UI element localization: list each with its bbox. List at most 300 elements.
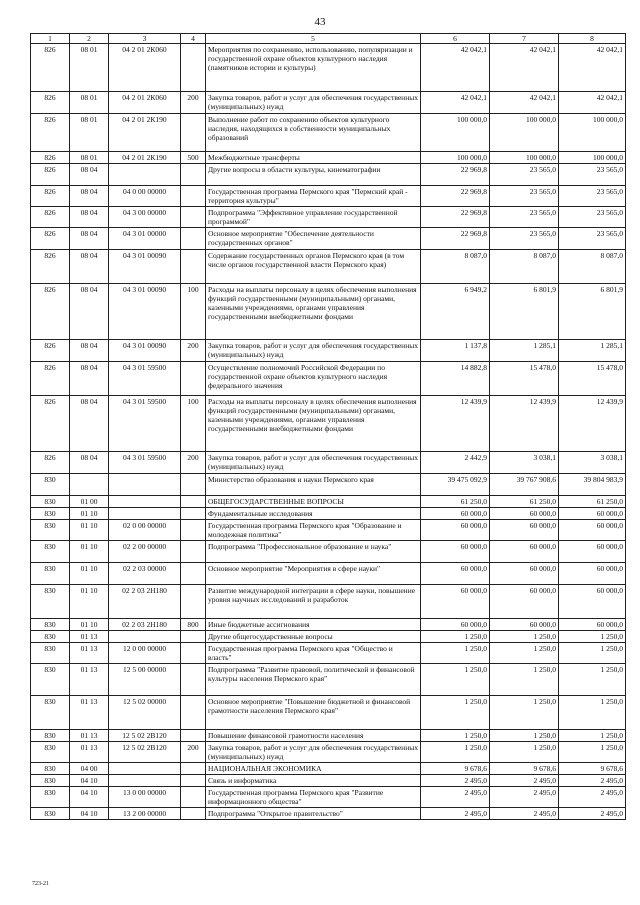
cell-target-article: 04 2 01 2К060 <box>109 92 181 114</box>
cell-amount-year-1: 14 882,8 <box>421 362 490 396</box>
page-number: 43 <box>314 16 326 28</box>
cell-amount-year-3: 12 439,9 <box>559 396 626 452</box>
cell-amount-year-3: 2 495,0 <box>559 787 626 808</box>
cell-section: 04 10 <box>70 808 109 820</box>
cell-admin-code: 830 <box>31 619 70 631</box>
cell-amount-year-2: 39 767 908,6 <box>490 474 559 496</box>
cell-amount-year-1: 22 969,8 <box>421 228 490 250</box>
cell-expense-type <box>181 563 206 585</box>
cell-amount-year-1: 1 137,8 <box>421 340 490 362</box>
cell-expense-type <box>181 631 206 643</box>
cell-item-name: Государственная программа Пермского края "Пермский край - территория культуры" <box>206 186 421 207</box>
cell-amount-year-3: 9 678,6 <box>559 763 626 775</box>
header-cell-1: 1 <box>31 34 70 44</box>
cell-section: 08 04 <box>70 250 109 284</box>
cell-admin-code: 830 <box>31 730 70 742</box>
cell-amount-year-1: 8 087,0 <box>421 250 490 284</box>
cell-amount-year-2: 15 478,0 <box>490 362 559 396</box>
cell-section: 08 04 <box>70 396 109 452</box>
cell-target-article: 04 3 01 00090 <box>109 340 181 362</box>
cell-expense-type <box>181 541 206 563</box>
cell-amount-year-3: 61 250,0 <box>559 496 626 508</box>
cell-target-article: 04 3 01 00000 <box>109 228 181 250</box>
cell-item-name: Иные бюджетные ассигнования <box>206 619 421 631</box>
cell-expense-type <box>181 775 206 787</box>
cell-item-name: Подпрограмма "Эффективное управление государственной программой" <box>206 207 421 228</box>
cell-expense-type: 500 <box>181 152 206 164</box>
cell-amount-year-2: 60 000,0 <box>490 508 559 520</box>
cell-amount-year-2: 1 250,0 <box>490 730 559 742</box>
cell-item-name: Государственная программа Пермского края "Общество и власть" <box>206 643 421 664</box>
cell-amount-year-1: 42 042,1 <box>421 44 490 92</box>
table-row <box>31 775 626 787</box>
cell-admin-code: 826 <box>31 396 70 452</box>
table-row <box>31 730 626 742</box>
cell-expense-type <box>181 496 206 508</box>
cell-target-article: 04 3 01 00090 <box>109 250 181 284</box>
cell-amount-year-2: 8 087,0 <box>490 250 559 284</box>
cell-amount-year-2: 1 250,0 <box>490 696 559 730</box>
cell-amount-year-1: 1 250,0 <box>421 742 490 763</box>
cell-amount-year-3: 1 250,0 <box>559 696 626 730</box>
cell-section: 01 13 <box>70 730 109 742</box>
table-header-row <box>31 34 626 44</box>
cell-amount-year-3: 1 250,0 <box>559 730 626 742</box>
cell-item-name: Основное мероприятие "Обеспечение деятельности государственных органов" <box>206 228 421 250</box>
cell-item-name: Повышение финансовой грамотности населения <box>206 730 421 742</box>
cell-admin-code: 830 <box>31 585 70 619</box>
cell-amount-year-1: 2 495,0 <box>421 775 490 787</box>
table-row <box>31 284 626 340</box>
cell-section: 04 00 <box>70 763 109 775</box>
cell-section: 01 10 <box>70 585 109 619</box>
table-row <box>31 496 626 508</box>
cell-admin-code: 826 <box>31 44 70 92</box>
cell-amount-year-1: 22 969,8 <box>421 207 490 228</box>
cell-section <box>70 474 109 496</box>
cell-section: 01 10 <box>70 541 109 563</box>
cell-section: 08 04 <box>70 207 109 228</box>
cell-item-name: Мероприятия по сохранению, использованию, популяризации и государственной охране объектов культурного наследия (памятников истории и культуры) <box>206 44 421 92</box>
table-row <box>31 808 626 820</box>
table-row <box>31 152 626 164</box>
cell-target-article <box>109 496 181 508</box>
cell-item-name: Расходы на выплаты персоналу в целях обеспечения выполнения функций государственными (муниципальными) органами, казенными учреждениями, органами управления государственными внебюджетными фондами <box>206 284 421 340</box>
cell-target-article: 12 5 02 2В120 <box>109 742 181 763</box>
table-row <box>31 396 626 452</box>
table-row <box>31 207 626 228</box>
cell-amount-year-1: 60 000,0 <box>421 508 490 520</box>
cell-item-name: Межбюджетные трансферты <box>206 152 421 164</box>
cell-item-name: Министерство образования и науки Пермского края <box>206 474 421 496</box>
cell-admin-code: 830 <box>31 474 70 496</box>
cell-expense-type <box>181 207 206 228</box>
table-row <box>31 92 626 114</box>
cell-target-article: 02 0 00 00000 <box>109 520 181 541</box>
cell-amount-year-1: 1 250,0 <box>421 696 490 730</box>
cell-amount-year-3: 3 038,1 <box>559 452 626 474</box>
cell-section: 01 10 <box>70 508 109 520</box>
cell-expense-type: 200 <box>181 452 206 474</box>
cell-amount-year-3: 15 478,0 <box>559 362 626 396</box>
cell-amount-year-1: 60 000,0 <box>421 520 490 541</box>
cell-amount-year-1: 22 969,8 <box>421 186 490 207</box>
cell-item-name: Расходы на выплаты персоналу в целях обеспечения выполнения функций государственными (муниципальными) органами, казенными учреждениями, органами управления государственными внебюджетными фондами <box>206 396 421 452</box>
cell-admin-code: 830 <box>31 563 70 585</box>
cell-amount-year-1: 61 250,0 <box>421 496 490 508</box>
cell-expense-type <box>181 228 206 250</box>
cell-section: 01 10 <box>70 520 109 541</box>
cell-target-article: 02 2 03 2Н180 <box>109 619 181 631</box>
cell-amount-year-1: 2 442,9 <box>421 452 490 474</box>
cell-section: 01 10 <box>70 563 109 585</box>
footer-code: 723-21 <box>32 881 49 887</box>
header-cell-6: 6 <box>421 34 490 44</box>
cell-expense-type <box>181 787 206 808</box>
cell-section: 08 04 <box>70 284 109 340</box>
cell-admin-code: 830 <box>31 742 70 763</box>
cell-admin-code: 826 <box>31 340 70 362</box>
cell-target-article: 02 2 03 00000 <box>109 563 181 585</box>
cell-amount-year-3: 60 000,0 <box>559 563 626 585</box>
cell-section: 01 13 <box>70 664 109 696</box>
cell-amount-year-2: 3 038,1 <box>490 452 559 474</box>
cell-amount-year-3: 2 495,0 <box>559 775 626 787</box>
cell-target-article <box>109 508 181 520</box>
cell-expense-type <box>181 664 206 696</box>
cell-item-name: Закупка товаров, работ и услуг для обеспечения государственных (муниципальных) нужд <box>206 340 421 362</box>
cell-amount-year-3: 42 042,1 <box>559 92 626 114</box>
cell-section: 08 01 <box>70 152 109 164</box>
cell-target-article <box>109 474 181 496</box>
cell-amount-year-2: 6 801,9 <box>490 284 559 340</box>
cell-amount-year-2: 60 000,0 <box>490 541 559 563</box>
cell-expense-type: 100 <box>181 284 206 340</box>
cell-item-name: Развитие международной интеграции в сфере науки, повышение уровня научных исследований и разработок <box>206 585 421 619</box>
cell-admin-code: 830 <box>31 763 70 775</box>
header-cell-5: 5 <box>206 34 421 44</box>
cell-amount-year-3: 100 000,0 <box>559 114 626 152</box>
cell-amount-year-1: 60 000,0 <box>421 541 490 563</box>
cell-target-article: 12 0 00 00000 <box>109 643 181 664</box>
cell-expense-type <box>181 696 206 730</box>
cell-amount-year-2: 2 495,0 <box>490 808 559 820</box>
cell-amount-year-3: 23 565,0 <box>559 228 626 250</box>
cell-amount-year-2: 23 565,0 <box>490 228 559 250</box>
header-cell-2: 2 <box>70 34 109 44</box>
cell-section: 01 13 <box>70 742 109 763</box>
cell-expense-type <box>181 730 206 742</box>
cell-target-article: 04 0 00 00000 <box>109 186 181 207</box>
cell-target-article: 04 3 01 59500 <box>109 362 181 396</box>
cell-item-name: ОБЩЕГОСУДАРСТВЕННЫЕ ВОПРОСЫ <box>206 496 421 508</box>
table-row <box>31 228 626 250</box>
cell-item-name: Основное мероприятие "Повышение бюджетной и финансовой грамотности населения Пермского края" <box>206 696 421 730</box>
cell-section: 04 10 <box>70 787 109 808</box>
cell-target-article: 04 3 01 59500 <box>109 396 181 452</box>
cell-section: 01 13 <box>70 643 109 664</box>
cell-section: 01 00 <box>70 496 109 508</box>
header-cell-7: 7 <box>490 34 559 44</box>
cell-amount-year-1: 100 000,0 <box>421 152 490 164</box>
table-row <box>31 664 626 696</box>
cell-item-name: Другие общегосударственные вопросы <box>206 631 421 643</box>
cell-amount-year-3: 60 000,0 <box>559 585 626 619</box>
cell-admin-code: 830 <box>31 541 70 563</box>
cell-amount-year-1: 2 495,0 <box>421 787 490 808</box>
cell-section: 01 13 <box>70 696 109 730</box>
cell-amount-year-1: 12 439,9 <box>421 396 490 452</box>
table-row <box>31 742 626 763</box>
cell-item-name: Другие вопросы в области культуры, кинематографии <box>206 164 421 186</box>
table-row <box>31 631 626 643</box>
cell-admin-code: 826 <box>31 452 70 474</box>
cell-amount-year-3: 6 801,9 <box>559 284 626 340</box>
cell-expense-type <box>181 643 206 664</box>
cell-expense-type <box>181 508 206 520</box>
cell-item-name: Фундаментальные исследования <box>206 508 421 520</box>
cell-amount-year-2: 1 250,0 <box>490 664 559 696</box>
cell-expense-type <box>181 114 206 152</box>
cell-amount-year-1: 6 949,2 <box>421 284 490 340</box>
cell-expense-type <box>181 520 206 541</box>
cell-amount-year-3: 8 087,0 <box>559 250 626 284</box>
cell-amount-year-1: 60 000,0 <box>421 585 490 619</box>
cell-admin-code: 830 <box>31 643 70 664</box>
cell-amount-year-2: 23 565,0 <box>490 164 559 186</box>
cell-item-name: Осуществление полномочий Российской Федерации по государственной охране объектов культурного наследия федерального значения <box>206 362 421 396</box>
cell-target-article: 04 3 00 00000 <box>109 207 181 228</box>
cell-expense-type <box>181 585 206 619</box>
cell-amount-year-1: 22 969,8 <box>421 164 490 186</box>
cell-section: 04 10 <box>70 775 109 787</box>
cell-target-article: 04 2 01 2К060 <box>109 44 181 92</box>
cell-amount-year-1: 1 250,0 <box>421 664 490 696</box>
cell-admin-code: 830 <box>31 696 70 730</box>
cell-item-name: Государственная программа Пермского края "Развитие информационного общества" <box>206 787 421 808</box>
cell-amount-year-2: 1 285,1 <box>490 340 559 362</box>
cell-target-article: 04 2 01 2К190 <box>109 114 181 152</box>
cell-target-article <box>109 164 181 186</box>
cell-admin-code: 830 <box>31 787 70 808</box>
cell-target-article: 12 5 02 2В120 <box>109 730 181 742</box>
cell-admin-code: 830 <box>31 808 70 820</box>
table-row <box>31 696 626 730</box>
cell-target-article: 12 5 02 00000 <box>109 696 181 730</box>
table-row <box>31 585 626 619</box>
cell-amount-year-3: 42 042,1 <box>559 44 626 92</box>
cell-amount-year-1: 1 250,0 <box>421 631 490 643</box>
cell-section: 08 01 <box>70 44 109 92</box>
cell-amount-year-2: 2 495,0 <box>490 787 559 808</box>
cell-item-name: Содержание государственных органов Пермского края (в том числе органов государственной власти Пермского края) <box>206 250 421 284</box>
cell-section: 01 10 <box>70 619 109 631</box>
cell-expense-type: 800 <box>181 619 206 631</box>
cell-target-article <box>109 631 181 643</box>
cell-section: 08 04 <box>70 452 109 474</box>
cell-target-article: 02 2 00 00000 <box>109 541 181 563</box>
cell-admin-code: 826 <box>31 114 70 152</box>
cell-admin-code: 830 <box>31 631 70 643</box>
cell-amount-year-1: 42 042,1 <box>421 92 490 114</box>
cell-expense-type <box>181 186 206 207</box>
cell-amount-year-1: 9 678,6 <box>421 763 490 775</box>
cell-section: 08 04 <box>70 164 109 186</box>
cell-admin-code: 826 <box>31 250 70 284</box>
cell-amount-year-3: 1 250,0 <box>559 742 626 763</box>
cell-item-name: Подпрограмма "Открытое правительство" <box>206 808 421 820</box>
cell-admin-code: 826 <box>31 228 70 250</box>
cell-item-name: Закупка товаров, работ и услуг для обеспечения государственных (муниципальных) нужд <box>206 742 421 763</box>
cell-amount-year-3: 2 495,0 <box>559 808 626 820</box>
cell-amount-year-1: 1 250,0 <box>421 730 490 742</box>
cell-item-name: Основное мероприятие "Мероприятия в сфере науки" <box>206 563 421 585</box>
budget-table <box>30 33 626 820</box>
cell-amount-year-2: 61 250,0 <box>490 496 559 508</box>
cell-section: 01 13 <box>70 631 109 643</box>
cell-amount-year-2: 60 000,0 <box>490 619 559 631</box>
cell-admin-code: 830 <box>31 775 70 787</box>
cell-expense-type <box>181 362 206 396</box>
cell-expense-type: 200 <box>181 92 206 114</box>
cell-expense-type <box>181 474 206 496</box>
cell-amount-year-3: 1 285,1 <box>559 340 626 362</box>
cell-amount-year-2: 1 250,0 <box>490 742 559 763</box>
cell-amount-year-2: 42 042,1 <box>490 92 559 114</box>
table-row <box>31 452 626 474</box>
table-row <box>31 340 626 362</box>
cell-amount-year-2: 60 000,0 <box>490 520 559 541</box>
table-row <box>31 44 626 92</box>
cell-item-name: Выполнение работ по сохранению объектов культурного наследия, находящихся в собственности муниципальных образований <box>206 114 421 152</box>
cell-item-name: Связь и информатика <box>206 775 421 787</box>
table-row <box>31 787 626 808</box>
cell-section: 08 04 <box>70 186 109 207</box>
cell-amount-year-1: 60 000,0 <box>421 563 490 585</box>
cell-amount-year-3: 23 565,0 <box>559 207 626 228</box>
cell-amount-year-3: 1 250,0 <box>559 631 626 643</box>
table-row <box>31 541 626 563</box>
cell-amount-year-3: 60 000,0 <box>559 508 626 520</box>
cell-amount-year-1: 1 250,0 <box>421 643 490 664</box>
header-cell-3: 3 <box>109 34 181 44</box>
cell-target-article: 04 3 01 59500 <box>109 452 181 474</box>
cell-amount-year-2: 23 565,0 <box>490 186 559 207</box>
cell-amount-year-3: 1 250,0 <box>559 643 626 664</box>
cell-admin-code: 830 <box>31 496 70 508</box>
cell-amount-year-2: 9 678,6 <box>490 763 559 775</box>
cell-amount-year-2: 23 565,0 <box>490 207 559 228</box>
table-row <box>31 563 626 585</box>
cell-amount-year-3: 100 000,0 <box>559 152 626 164</box>
cell-admin-code: 826 <box>31 186 70 207</box>
cell-admin-code: 830 <box>31 520 70 541</box>
table-row <box>31 164 626 186</box>
table-body <box>31 44 626 820</box>
cell-amount-year-2: 60 000,0 <box>490 563 559 585</box>
cell-amount-year-2: 12 439,9 <box>490 396 559 452</box>
table-row <box>31 474 626 496</box>
cell-amount-year-2: 42 042,1 <box>490 44 559 92</box>
cell-section: 08 01 <box>70 114 109 152</box>
cell-amount-year-1: 39 475 092,9 <box>421 474 490 496</box>
cell-admin-code: 830 <box>31 508 70 520</box>
cell-target-article: 13 2 00 00000 <box>109 808 181 820</box>
cell-admin-code: 826 <box>31 362 70 396</box>
cell-item-name: НАЦИОНАЛЬНАЯ ЭКОНОМИКА <box>206 763 421 775</box>
cell-expense-type: 200 <box>181 742 206 763</box>
cell-target-article <box>109 763 181 775</box>
cell-target-article: 02 2 03 2Н180 <box>109 585 181 619</box>
cell-expense-type <box>181 763 206 775</box>
cell-admin-code: 830 <box>31 664 70 696</box>
cell-amount-year-3: 60 000,0 <box>559 520 626 541</box>
cell-amount-year-2: 100 000,0 <box>490 114 559 152</box>
cell-amount-year-3: 1 250,0 <box>559 664 626 696</box>
cell-expense-type: 200 <box>181 340 206 362</box>
cell-target-article: 13 0 00 00000 <box>109 787 181 808</box>
cell-expense-type <box>181 44 206 92</box>
cell-amount-year-2: 2 495,0 <box>490 775 559 787</box>
cell-admin-code: 826 <box>31 152 70 164</box>
cell-amount-year-2: 1 250,0 <box>490 631 559 643</box>
table-row <box>31 643 626 664</box>
cell-item-name: Подпрограмма "Развитие правовой, политической и финансовой культуры населения Пермского края" <box>206 664 421 696</box>
header-cell-4: 4 <box>181 34 206 44</box>
cell-amount-year-2: 1 250,0 <box>490 643 559 664</box>
cell-amount-year-3: 23 565,0 <box>559 164 626 186</box>
cell-amount-year-3: 60 000,0 <box>559 619 626 631</box>
table-row <box>31 114 626 152</box>
cell-section: 08 04 <box>70 340 109 362</box>
cell-amount-year-1: 2 495,0 <box>421 808 490 820</box>
cell-amount-year-1: 60 000,0 <box>421 619 490 631</box>
table-row <box>31 362 626 396</box>
cell-item-name: Подпрограмма "Профессиональное образование и наука" <box>206 541 421 563</box>
cell-admin-code: 826 <box>31 207 70 228</box>
cell-admin-code: 826 <box>31 164 70 186</box>
cell-admin-code: 826 <box>31 92 70 114</box>
cell-section: 08 01 <box>70 92 109 114</box>
cell-target-article: 04 2 01 2К190 <box>109 152 181 164</box>
cell-expense-type: 100 <box>181 396 206 452</box>
table-row <box>31 186 626 207</box>
cell-target-article: 12 5 00 00000 <box>109 664 181 696</box>
cell-amount-year-2: 60 000,0 <box>490 585 559 619</box>
cell-target-article <box>109 775 181 787</box>
cell-item-name: Государственная программа Пермского края "Образование и молодежная политика" <box>206 520 421 541</box>
cell-section: 08 04 <box>70 362 109 396</box>
cell-amount-year-3: 39 804 983,9 <box>559 474 626 496</box>
table-row <box>31 619 626 631</box>
table-row <box>31 520 626 541</box>
table-row <box>31 763 626 775</box>
cell-amount-year-3: 60 000,0 <box>559 541 626 563</box>
cell-section: 08 04 <box>70 228 109 250</box>
cell-admin-code: 826 <box>31 284 70 340</box>
cell-expense-type <box>181 250 206 284</box>
header-cell-8: 8 <box>559 34 626 44</box>
cell-target-article: 04 3 01 00090 <box>109 284 181 340</box>
cell-expense-type <box>181 808 206 820</box>
cell-amount-year-3: 23 565,0 <box>559 186 626 207</box>
table-row <box>31 508 626 520</box>
cell-amount-year-2: 100 000,0 <box>490 152 559 164</box>
cell-item-name: Закупка товаров, работ и услуг для обеспечения государственных (муниципальных) нужд <box>206 452 421 474</box>
cell-expense-type <box>181 164 206 186</box>
table-row <box>31 250 626 284</box>
cell-amount-year-1: 100 000,0 <box>421 114 490 152</box>
